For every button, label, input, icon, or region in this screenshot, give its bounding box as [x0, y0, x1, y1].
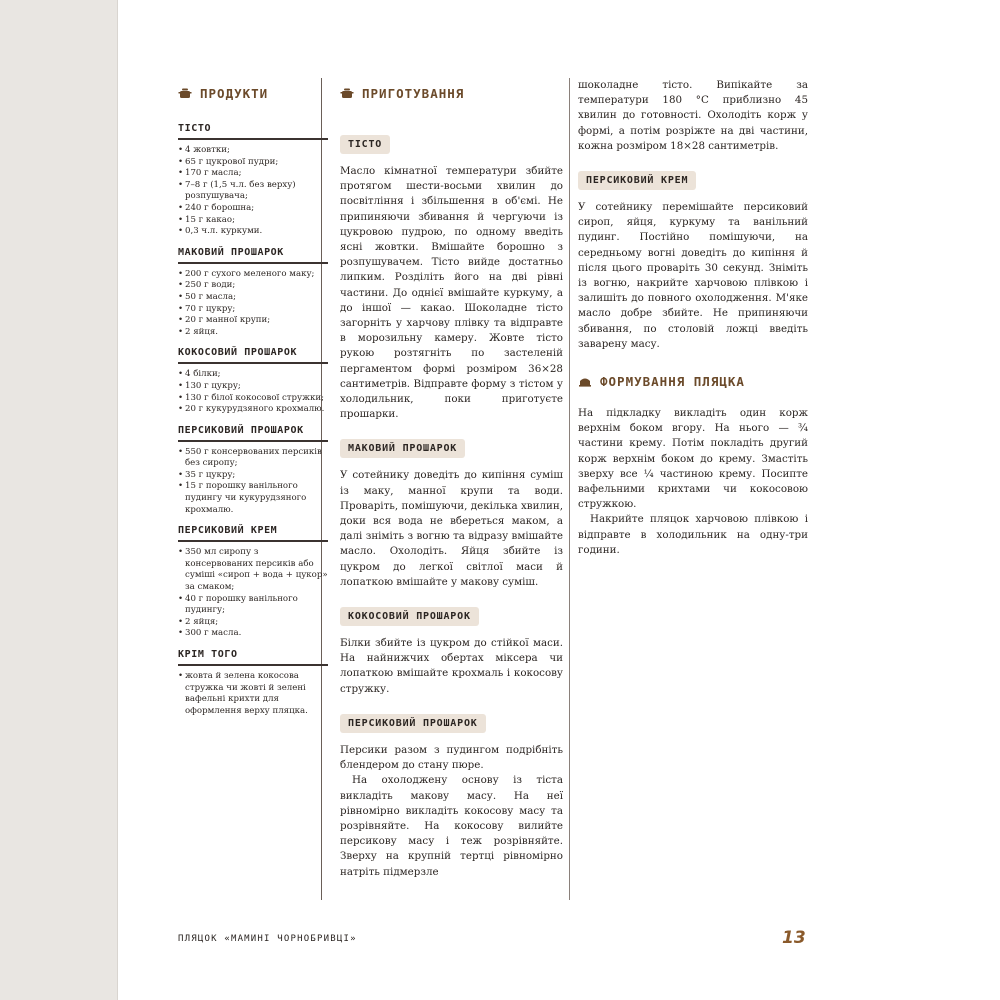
ingredient-item: • 50 г масла; — [178, 292, 328, 304]
products-heading — [178, 82, 328, 104]
ingredient-item: • 4 білки; — [178, 369, 328, 381]
step-label-mak: МАКОВИЙ ПРОШАРОК — [340, 439, 465, 458]
ingredient-item: • 300 г масла. — [178, 628, 328, 640]
ingredient-item: • 170 г масла; — [178, 168, 328, 180]
ingredient-group-extra — [178, 648, 328, 717]
ingredient-group-testo — [178, 122, 328, 238]
preparation-heading — [340, 82, 563, 104]
pot-icon — [340, 86, 354, 100]
products-title: ПРОДУКТИ — [200, 85, 269, 101]
ingredient-group-krem — [178, 524, 328, 640]
right-column — [578, 78, 808, 558]
ingredient-item: • 65 г цукрової пудри; — [178, 157, 328, 169]
step-label-testo: ТІСТО — [340, 135, 390, 154]
group-title: КОКОСОВИЙ ПРОШАРОК — [178, 347, 298, 359]
ingredient-group-persyk — [178, 424, 328, 517]
ingredient-item: • 4 жовтки; — [178, 145, 328, 157]
ingredient-item: • 0,3 ч.л. куркуми. — [178, 226, 328, 238]
ingredient-item: • 2 яйця; — [178, 617, 328, 629]
step-text-krem: У сотейнику перемішайте персиковий сироп, яйця, куркуму та ванільний пудинг. Постійно помішуючи, на середньому вогні доведіть до кипіння й після цього проваріть 30 секунд. Зніміть із вогню, накрийте харчовою плівкою і залишіть до повного охолодження. М'яке масло добре збийте. Не припиняючи збивання, по столовій ложці введіть заварену масу. — [578, 201, 808, 350]
forming-text-1: На підкладку викладіть один корж верхнім боком вгору. На нього — ¾ частини крему. Потім покладіть другий корж верхнім боком до крему. Змастіть зверху все ¼ частиною крему. Посипте вафельними крихтами чи кокосовою стружкою. — [578, 407, 808, 511]
ingredient-item: • 130 г білої кокосової стружки; — [178, 393, 328, 405]
ingredient-group-mak — [178, 246, 328, 339]
ingredient-item: • 350 мл сиропу з консервованих персиків або суміші «сироп + вода + цукор» за смаком; — [178, 547, 328, 593]
ingredient-item: • 15 г порошку ванільного пудингу чи кукурудзяного крохмалю. — [178, 481, 328, 516]
forming-text-2: Накрийте пляцок харчовою плівкою і відправте в холодильник на одну-три години. — [578, 513, 808, 556]
ingredient-group-kokos — [178, 346, 328, 415]
group-title: ПЕРСИКОВИЙ ПРОШАРОК — [178, 424, 304, 436]
forming-title: ФОРМУВАННЯ ПЛЯЦКА — [600, 373, 745, 389]
page-number: 13 — [782, 928, 806, 948]
ingredient-item: • 70 г цукру; — [178, 304, 328, 316]
step-label-kokos: КОКОСОВИЙ ПРОШАРОК — [340, 607, 479, 626]
step-text-continuation: шоколадне тісто. Випікайте за температури 180 °С приблизно 45 хвилин до готовності. Охолодіть корж у формі, а потім розріжте на дві частини, кожна розміром 18×28 сантиметрів. — [578, 79, 808, 152]
ingredient-item: • 550 г консервованих персиків без сиропу; — [178, 447, 328, 470]
column-divider-right — [569, 78, 570, 900]
ingredient-item: • 2 яйця. — [178, 327, 328, 339]
forming-heading — [578, 370, 808, 392]
cake-icon — [578, 374, 592, 388]
step-text-kokos: Білки збийте із цукром до стійкої маси. На найнижчих обертах міксера чи лопаткою вмішайте крохмаль і кокосову стружку. — [340, 637, 563, 695]
ingredient-item: • жовта й зелена кокосова стружка чи жовті й зелені вафельні крихти для оформлення верху пляцка. — [178, 671, 328, 717]
group-title: КРІМ ТОГО — [178, 649, 238, 660]
book-page — [118, 0, 1000, 1000]
group-title: МАКОВИЙ ПРОШАРОК — [178, 246, 284, 258]
ingredient-item: • 7–8 г (1,5 ч.л. без верху) розпушувача; — [178, 180, 328, 203]
running-footer-title: ПЛЯЦОК «МАМИНІ ЧОРНОБРИВЦІ» — [178, 934, 357, 944]
step-text-mak: У сотейнику доведіть до кипіння суміш із маку, манної крупи та води. Проваріть, помішуючи, декілька хвилин, доки вся вода не вбереться маком, а далі зніміть з вогню та відразу вмішайте масло. Охолодіть. Яйця збийте із цукром до легкої світлої маси й лопаткою вмішайте у макову суміш. — [340, 469, 563, 588]
ingredient-item: • 40 г порошку ванільного пудингу; — [178, 594, 328, 617]
pot-icon — [178, 86, 192, 100]
preparation-title: ПРИГОТУВАННЯ — [362, 85, 465, 101]
ingredient-item: • 20 г кукурудзяного крохмалю. — [178, 404, 328, 416]
step-text-persyk-1: Персики разом з пудингом подрібніть блендером до стану пюре. — [340, 743, 563, 772]
ingredient-item: • 35 г цукру; — [178, 470, 328, 482]
step-text-persyk-2: На охолоджену основу із тіста викладіть макову масу. На неї рівномірно викладіть кокосову масу та розрівняйте. На кокосову вилийте персикову масу і теж розрівняйте. Зверху на крупній тертці рівномірно натріть підмерзле — [340, 774, 563, 878]
step-text-testo: Масло кімнатної температури збийте протягом шести-восьми хвилин до посвітління і збільшення в об'ємі. Не припиняючи збивання й чергуючи із цукровою пудрою, по одному введіть ясні жовтки. Вмішайте борошно з розпушувачем. Тісто вийде достатньо липким. Розділіть його на дві рівні частини. До однієї вмішайте куркуму, а до іншої — какао. Шоколадне тісто загорніть у харчову плівку та відправте в морозильну камеру. Жовте тісто рукою розтягніть по застеленій пергаментом формі розміром 36×28 сантиметрів. Відправте форму з тістом у холодильник, поки приготуєте прошарки. — [340, 165, 563, 421]
group-title: ТІСТО — [178, 123, 212, 134]
ingredient-item: • 20 г манної крупи; — [178, 315, 328, 327]
ingredient-item: • 200 г сухого меленого маку; — [178, 269, 328, 281]
ingredient-item: • 130 г цукру; — [178, 381, 328, 393]
step-label-persyk: ПЕРСИКОВИЙ ПРОШАРОК — [340, 714, 486, 733]
ingredient-item: • 240 г борошна; — [178, 203, 328, 215]
group-title: ПЕРСИКОВИЙ КРЕМ — [178, 525, 278, 537]
ingredient-item: • 15 г какао; — [178, 215, 328, 227]
step-label-krem: ПЕРСИКОВИЙ КРЕМ — [578, 171, 696, 190]
products-column — [178, 82, 328, 725]
preparation-column — [328, 82, 563, 880]
ingredient-item: • 250 г води; — [178, 280, 328, 292]
